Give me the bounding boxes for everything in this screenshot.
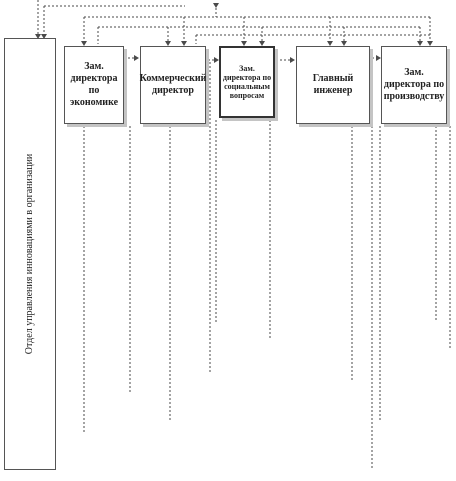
deputy-director-economics-box: [64, 46, 124, 124]
chief-engineer-box: [296, 46, 370, 124]
commercial-director-box: [140, 46, 206, 124]
box-label: Зам. директора по производству: [383, 67, 445, 102]
arrow-head: [213, 3, 219, 8]
deputy-director-production-box: [381, 46, 447, 124]
box-label: Зам. директора по экономике: [69, 61, 119, 108]
box-label: Главный инженер: [312, 73, 354, 96]
arrow-head: [290, 57, 295, 63]
department-label: Отдел управления инновациями в организации: [24, 153, 35, 355]
box-label: Коммерческий директор: [139, 73, 207, 96]
arrow-head: [134, 55, 139, 61]
department-box: [4, 38, 56, 470]
box-label: Зам. директора по социальным вопросам: [222, 64, 272, 100]
deputy-director-social-box: [219, 46, 275, 118]
